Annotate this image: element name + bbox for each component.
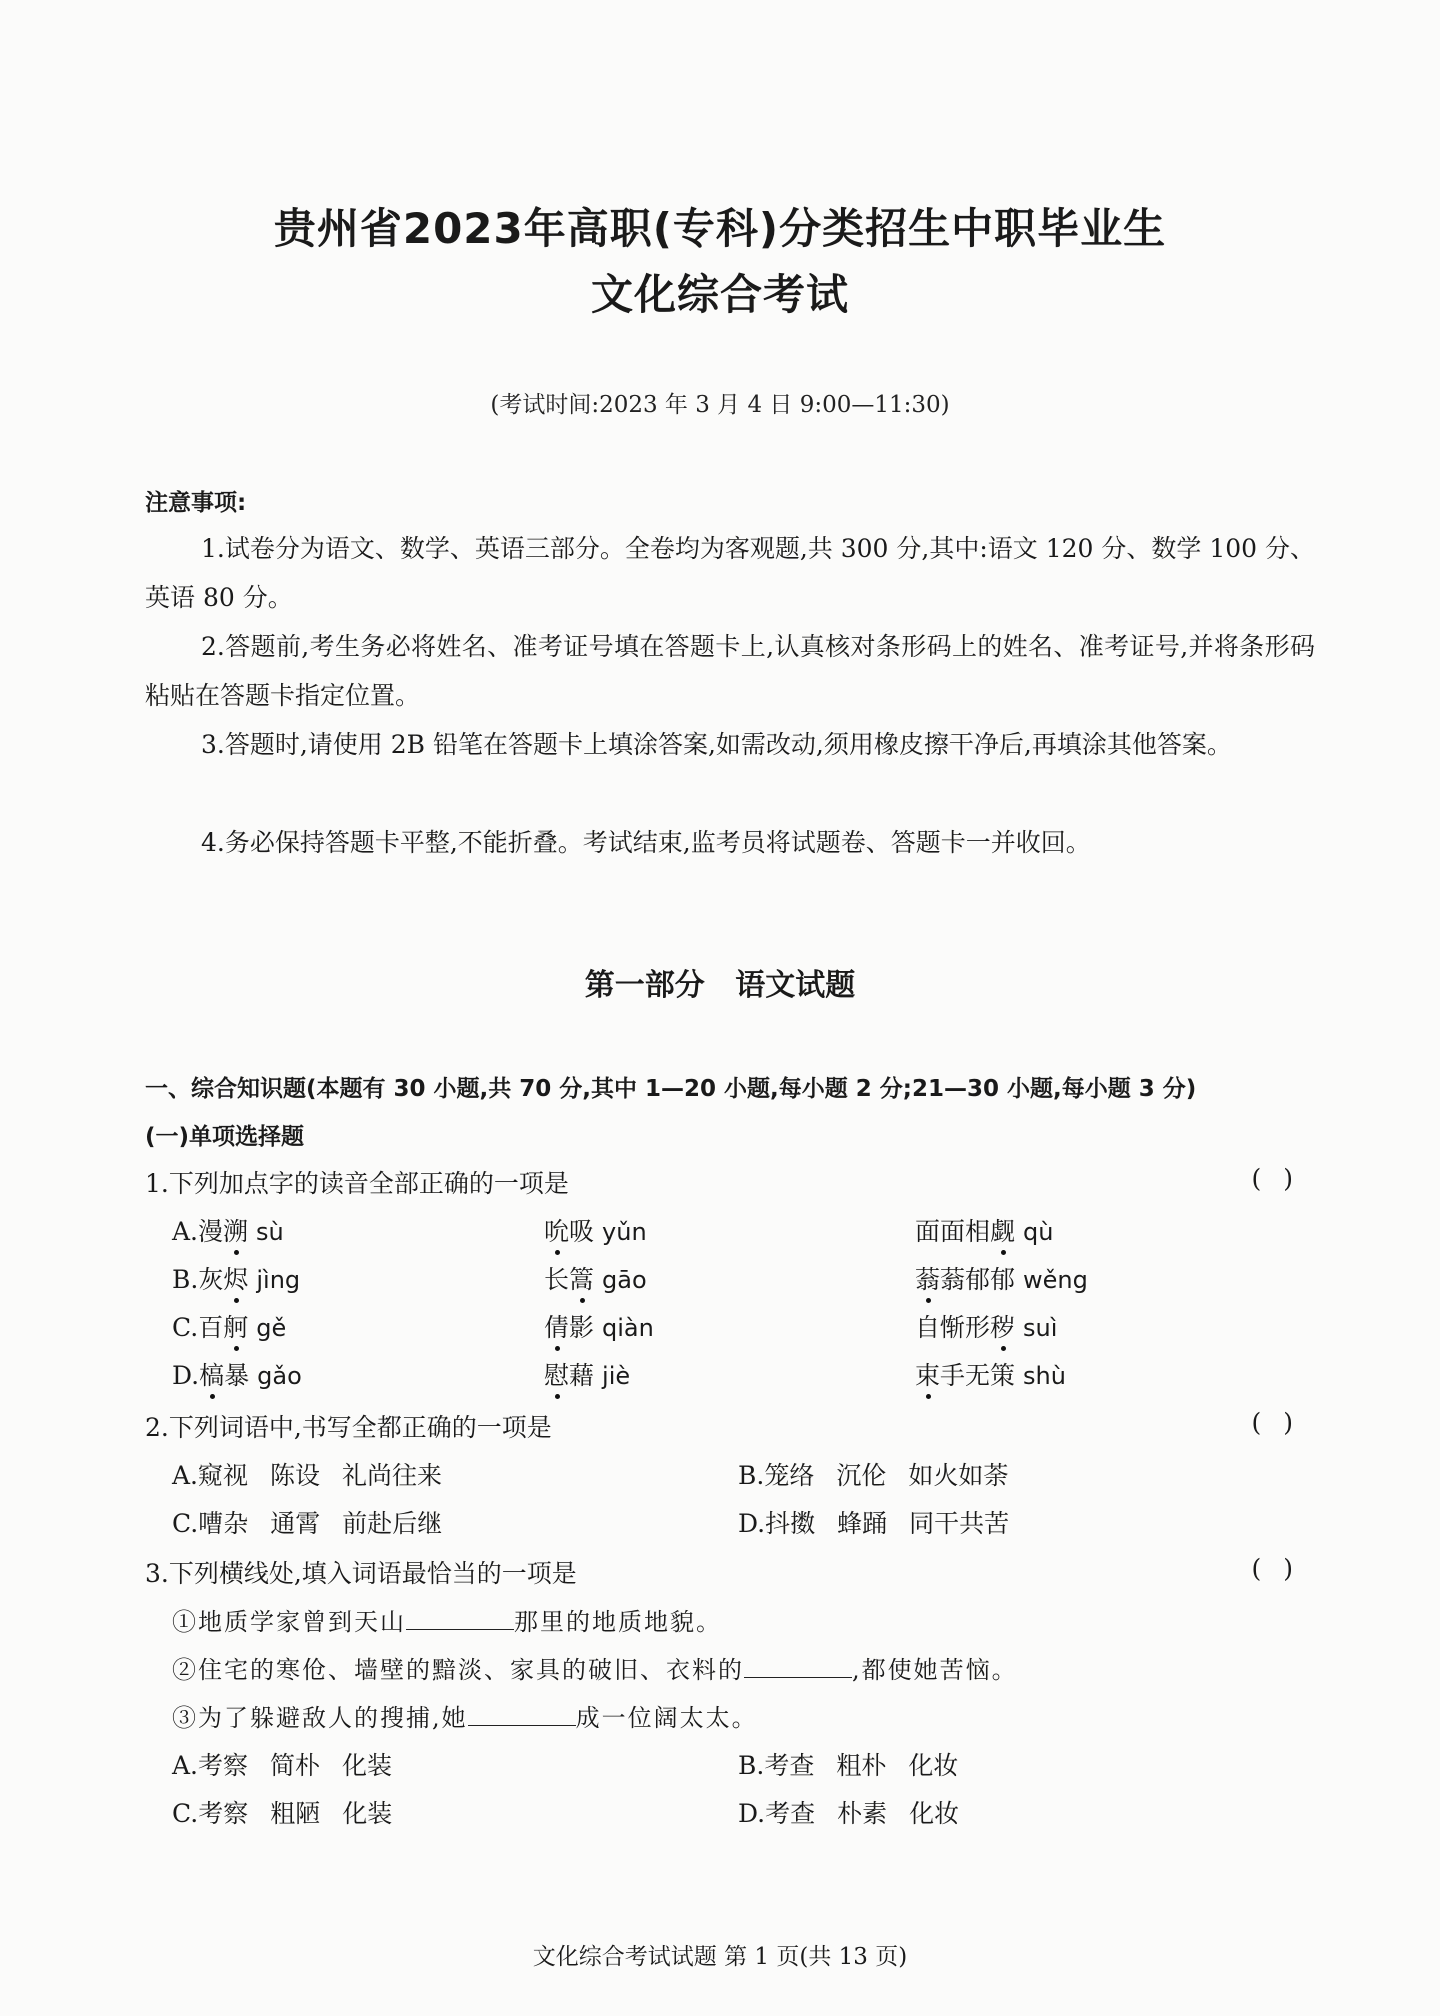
option-item (738, 1794, 959, 1830)
word-part: 灰 (198, 1265, 224, 1294)
pinyin: gāo (602, 1266, 647, 1294)
option-row (172, 1212, 1312, 1252)
option-item (738, 1746, 958, 1782)
dotted-character: 溯 (223, 1217, 249, 1246)
dotted-character: 倩 (544, 1313, 570, 1342)
option-label: D. (172, 1361, 200, 1390)
option-label: C. (172, 1313, 199, 1342)
question-stem: 2.下列词语中,书写全都正确的一项是 (145, 1413, 552, 1442)
pinyin: gǎo (257, 1362, 302, 1390)
word-part: 藉 (569, 1361, 595, 1390)
answer-paren: () (1251, 1554, 1315, 1583)
pinyin: qiàn (602, 1314, 654, 1342)
dotted-character: 觑 (990, 1217, 1016, 1246)
option-word: 简朴 (270, 1751, 321, 1780)
option-label: D. (738, 1509, 766, 1538)
option-item (544, 1260, 647, 1296)
part-title: 第一部分 语文试题 (584, 968, 856, 1003)
note-item-4: 4.务必保持答题卡平整,不能折叠。考试结束,监考员将试题卷、答题卡一并收回。 (201, 828, 1091, 857)
exam-title-line2: 文化综合考试 (590, 270, 849, 319)
option-word: 如火如荼 (908, 1461, 1009, 1490)
sentence-text: ,都使她苦恼。 (852, 1656, 1018, 1684)
option-row (172, 1456, 1312, 1496)
blank-line (406, 1607, 514, 1630)
option-item (915, 1212, 1053, 1248)
option-item (915, 1356, 1066, 1392)
option-word: 朴素 (837, 1799, 888, 1828)
option-word: 陈设 (270, 1461, 321, 1490)
pinyin: sù (256, 1218, 284, 1246)
option-word: 考察 (198, 1799, 249, 1828)
option-item (172, 1456, 442, 1492)
word-part: 自惭形 (915, 1313, 991, 1342)
option-word: 考察 (198, 1751, 249, 1780)
option-item (915, 1308, 1057, 1344)
pinyin: jiè (602, 1362, 631, 1390)
word-part: 百 (198, 1313, 224, 1342)
exam-title-line1: 贵州省2023年高职(专科)分类招生中职毕业生 (273, 204, 1167, 253)
sentence-text: 成一位阔太太。 (575, 1704, 758, 1732)
answer-paren: () (1251, 1408, 1315, 1437)
question-3 (145, 1554, 1315, 1594)
option-label: C. (172, 1509, 199, 1538)
note-item-2: 2.答题前,考生务必将姓名、准考证号填在答题卡上,认真核对条形码上的姓名、准考证号,并将条形码粘贴在答题卡指定位置。 (145, 632, 1315, 710)
option-word: 考查 (765, 1799, 816, 1828)
option-item (172, 1212, 284, 1248)
page-footer: 文化综合考试试题 第 1 页(共 13 页) (532, 1944, 908, 1970)
option-label: C. (172, 1799, 199, 1828)
exam-time: (考试时间:2023 年 3 月 4 日 9:00—11:30) (490, 392, 950, 418)
dotted-character: 吮 (544, 1217, 570, 1246)
option-item (738, 1504, 1009, 1540)
word-part: 面面相 (915, 1217, 991, 1246)
blank-line (744, 1655, 852, 1678)
question-1 (145, 1164, 1315, 1204)
option-word: 粗陋 (270, 1799, 321, 1828)
option-word: 通霄 (270, 1509, 321, 1538)
pinyin: yǔn (602, 1218, 647, 1246)
option-word: 粗朴 (836, 1751, 887, 1780)
word-part: 手无策 (940, 1361, 1016, 1390)
word-part: 长 (544, 1265, 570, 1294)
option-item (738, 1456, 1008, 1492)
note-item-3: 3.答题时,请使用 2B 铅笔在答题卡上填涂答案,如需改动,须用橡皮擦干净后,再填涂其他答案。 (201, 730, 1232, 759)
option-item (544, 1212, 647, 1248)
option-label: B. (738, 1461, 765, 1490)
option-item (172, 1794, 392, 1830)
fill-sentence (172, 1602, 1312, 1642)
pinyin: suì (1023, 1314, 1058, 1342)
option-row (172, 1746, 1312, 1786)
option-label: D. (738, 1799, 766, 1828)
option-row (172, 1794, 1312, 1834)
option-word: 前赴后继 (342, 1509, 443, 1538)
blank-line (468, 1703, 576, 1726)
option-label: A. (172, 1461, 199, 1490)
option-row (172, 1260, 1312, 1300)
option-label: A. (172, 1217, 199, 1246)
dotted-character: 舸 (223, 1313, 249, 1342)
dotted-character: 篙 (569, 1265, 595, 1294)
pinyin: wěng (1023, 1266, 1088, 1294)
note-item-1: 1.试卷分为语文、数学、英语三部分。全卷均为客观题,共 300 分,其中:语文 120 分、数学 100 分、英语 80 分。 (145, 534, 1316, 612)
option-item (172, 1746, 392, 1782)
dotted-character: 秽 (990, 1313, 1016, 1342)
option-item (172, 1356, 302, 1392)
fill-sentence (172, 1650, 1312, 1690)
dotted-character: 束 (915, 1361, 941, 1390)
notes-heading: 注意事项: (145, 490, 247, 516)
option-item (172, 1504, 442, 1540)
option-item (544, 1308, 654, 1344)
option-item (915, 1260, 1088, 1296)
option-word: 蜂踊 (837, 1509, 888, 1538)
option-item (544, 1356, 630, 1392)
option-word: 化妆 (908, 1751, 959, 1780)
option-word: 礼尚往来 (342, 1461, 443, 1490)
sentence-text: ②住宅的寒伧、墙壁的黯淡、家具的破旧、衣料的 (172, 1656, 744, 1684)
option-row (172, 1504, 1312, 1544)
word-part: 影 (569, 1313, 595, 1342)
option-word: 化妆 (909, 1799, 960, 1828)
sentence-text: ③为了躲避敌人的搜捕,她 (172, 1704, 468, 1732)
option-word: 化装 (342, 1799, 393, 1828)
option-word: 沉伦 (836, 1461, 887, 1490)
dotted-character: 槁 (199, 1361, 225, 1390)
option-word: 嘈杂 (198, 1509, 249, 1538)
option-word: 笼络 (764, 1461, 815, 1490)
dotted-character: 蓊 (915, 1265, 941, 1294)
question-stem: 3.下列横线处,填入词语最恰当的一项是 (145, 1559, 577, 1588)
pinyin: shù (1023, 1362, 1066, 1390)
section-subheading: (一)单项选择题 (145, 1124, 305, 1150)
section-heading: 一、综合知识题(本题有 30 小题,共 70 分,其中 1—20 小题,每小题 2 分;21—30 小题,每小题 3 分) (145, 1076, 1197, 1102)
word-part: 蓊郁郁 (940, 1265, 1016, 1294)
option-word: 窥视 (198, 1461, 249, 1490)
pinyin: jìng (256, 1266, 301, 1294)
word-part: 漫 (198, 1217, 224, 1246)
option-item (172, 1308, 286, 1344)
option-word: 化装 (342, 1751, 393, 1780)
fill-sentence (172, 1698, 1312, 1738)
word-part: 吸 (569, 1217, 595, 1246)
option-label: A. (172, 1751, 199, 1780)
option-word: 抖擞 (765, 1509, 816, 1538)
question-2 (145, 1408, 1315, 1448)
dotted-character: 烬 (223, 1265, 249, 1294)
sentence-text: ①地质学家曾到天山 (172, 1608, 406, 1636)
option-label: B. (738, 1751, 765, 1780)
option-word: 考查 (764, 1751, 815, 1780)
option-word: 同干共苦 (909, 1509, 1010, 1538)
sentence-text: 那里的地质地貌。 (514, 1608, 722, 1636)
dotted-character: 慰 (544, 1361, 570, 1390)
pinyin: gě (256, 1314, 287, 1342)
option-row (172, 1308, 1312, 1348)
answer-paren: () (1251, 1164, 1315, 1193)
word-part: 暴 (224, 1361, 250, 1390)
option-label: B. (172, 1265, 199, 1294)
pinyin: qù (1023, 1218, 1054, 1246)
option-row (172, 1356, 1312, 1396)
question-stem: 1.下列加点字的读音全部正确的一项是 (145, 1169, 569, 1198)
option-item (172, 1260, 300, 1296)
